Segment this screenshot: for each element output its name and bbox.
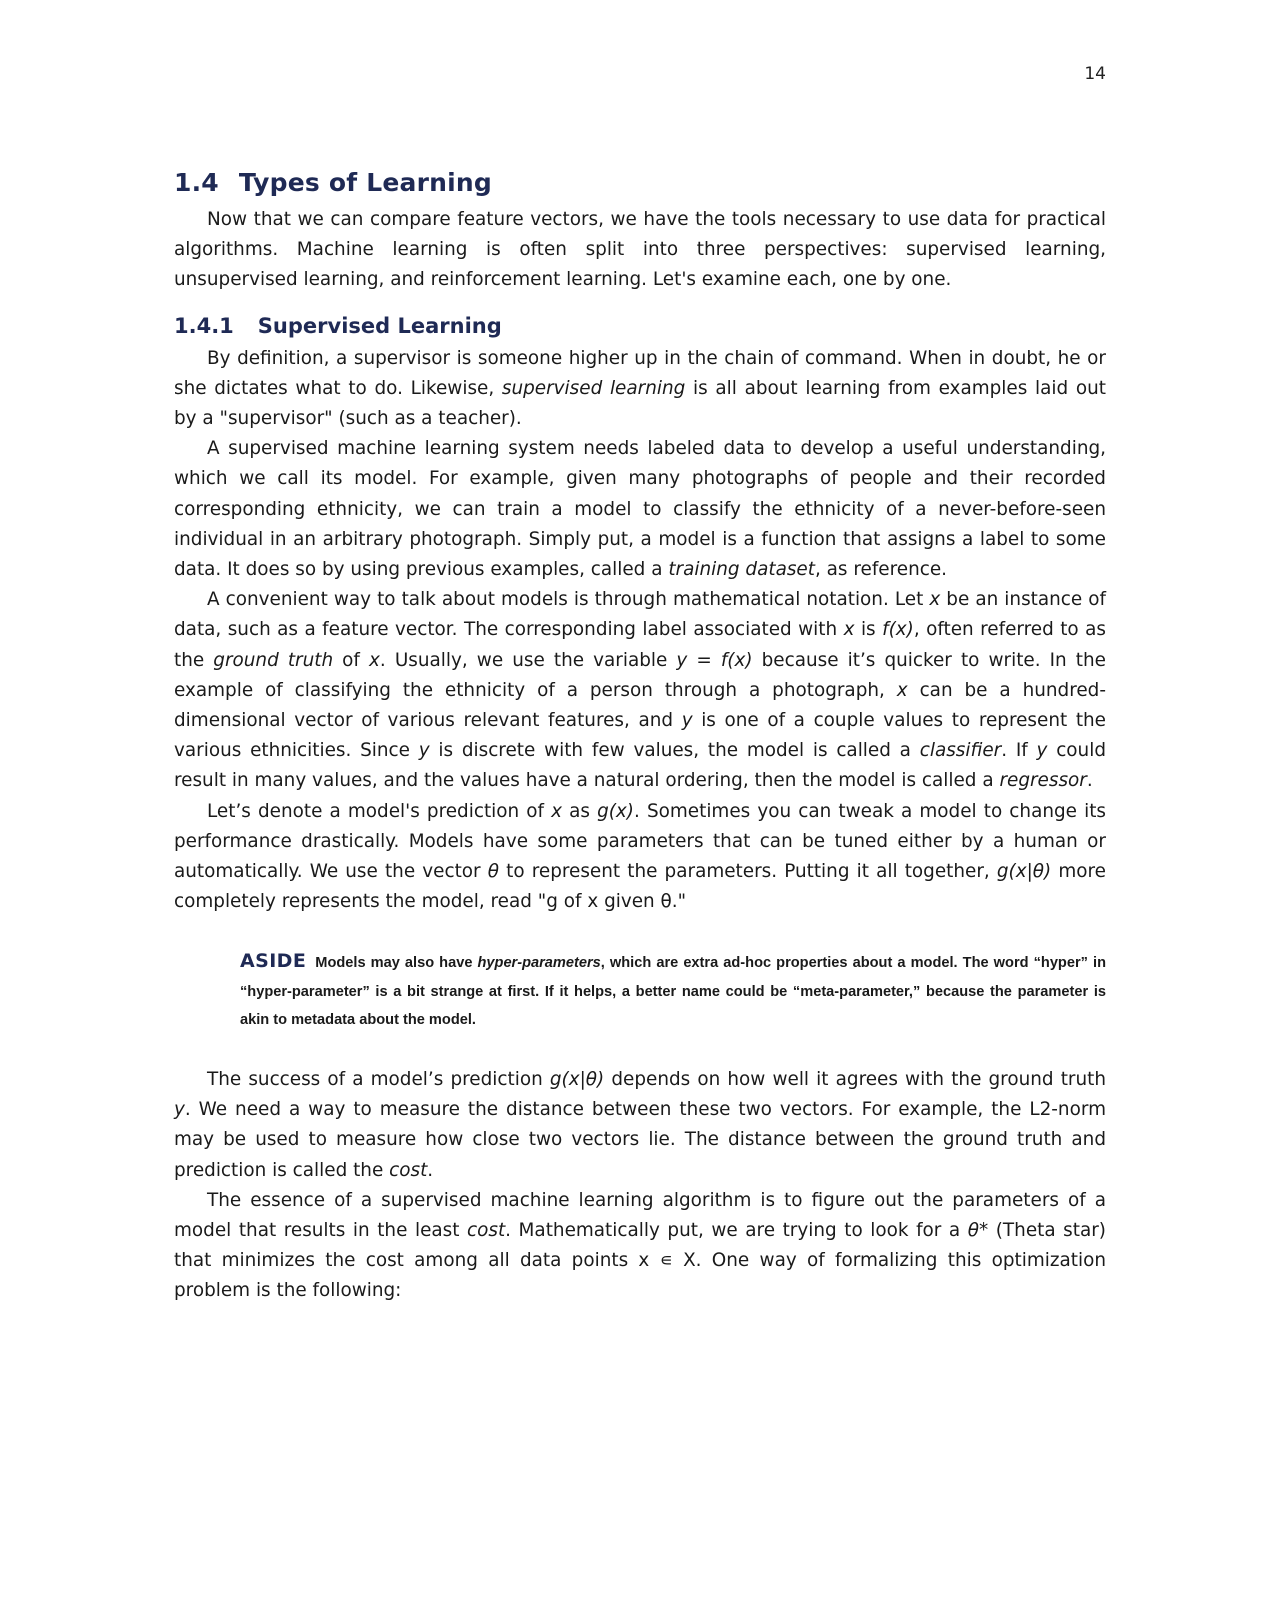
text-run: . If [1001,740,1037,762]
emphasis-term: y [1036,740,1048,762]
emphasis-term: supervised learning [501,377,686,399]
emphasis-term: x [369,649,380,671]
text-run: could result in many values, and the values have a natural ordering, then the model is called a [174,740,1106,792]
emphasis-term: x [929,589,941,611]
paragraph-supervisor-definition [174,344,1106,435]
text-run: Models may also have [310,955,478,972]
text-run: depends on how well it agrees with the ground truth [604,1068,1106,1090]
page-content [174,168,1106,1307]
paragraph-model-description [174,434,1106,585]
text-run: be an instance of data, such as a feature vector. The corresponding label associated with [174,589,1106,641]
text-run: because it’s quicker to write. In the example of classifying the ethnicity of a person through a photograph, [174,649,1106,701]
emphasis-term: ground truth [213,649,334,671]
emphasis-term: g(x|θ) [996,861,1052,883]
text-run: more completely represents the model, read "g of x given θ." [174,861,1106,913]
text-run: as [562,800,598,822]
emphasis-term: y [681,710,693,732]
text-run: (Theta star) that minimizes the cost among all data points x ∊ X. One way of formalizing this optimization problem is the following: [174,1219,1106,1302]
text-run: is [854,619,883,641]
text-run: A convenient way to talk about models is through mathematical notation. Let [207,589,930,611]
emphasis-term: x [896,679,908,701]
aside-box [240,947,1106,1035]
text-run: . Sometimes you can tweak a model to change its performance drastically. Models have some parameters that can be tuned either by a human or automatically. We use the vector [174,800,1106,883]
subsection-heading [174,314,1106,338]
aside-label: ASIDE [240,950,307,973]
text-run: can be a hundred-dimensional vector of various relevant features, and [174,679,1106,732]
paragraph-prediction [174,797,1106,918]
text-run: By definition, a supervisor is someone higher up in the chain of command. When in doubt, he or she dictates what to do. Likewise, [174,347,1106,399]
subsection-title: Supervised Learning [257,313,502,338]
emphasis-term: training dataset [668,559,815,581]
emphasis-term: g(x) [597,800,634,822]
section-number: 1.4 [174,168,219,197]
emphasis-term: classifier [919,740,1002,762]
text-run: is discrete with few values, the model is called a [429,740,920,762]
text-run: . [1086,770,1093,792]
section-heading [174,168,1106,197]
emphasis-term: x [551,800,562,822]
text-run: The success of a model’s prediction [207,1068,550,1090]
emphasis-term: cost [467,1219,506,1241]
section-intro-paragraph: Now that we can compare feature vectors, we have the tools necessary to use data for practical algorithms. Machine learning is often split into three perspectives: supervised learning, unsupervised learning, and reinforcement learning. Let's examine each, one by one. [174,209,1106,291]
text-run: Let’s denote a model's prediction of [207,800,552,822]
emphasis-term: y [418,740,430,762]
emphasis-term: regressor [999,770,1087,792]
text-run: . [427,1159,434,1181]
paragraph-cost [174,1065,1106,1186]
section-title: Types of Learning [238,168,493,197]
emphasis-term: θ [487,861,500,883]
paragraph-optimization [174,1186,1106,1307]
text-run: of [333,649,369,671]
emphasis-term: θ* [967,1219,989,1241]
text-run: . Mathematically put, we are trying to look for a [505,1219,968,1241]
emphasis-term: y [174,1099,185,1121]
subsection-number: 1.4.1 [174,313,234,338]
emphasis-term: g(x|θ) [549,1068,605,1090]
text-run: The essence of a supervised machine learning algorithm is to figure out the parameters of a model that results in the least [174,1189,1106,1241]
text-run: is one of a couple values to represent the various ethnicities. Since [174,710,1106,762]
text-run: , often referred to as the [174,619,1106,671]
emphasis-term: x [843,619,855,641]
page-number: 14 [1084,64,1106,84]
emphasis-term: cost [389,1159,428,1181]
emphasis-term: f(x) [882,619,914,641]
emphasis-term: y = f(x) [676,649,753,671]
text-run: is all about learning from examples laid out by a "supervisor" (such as a teacher). [174,377,1106,430]
text-run: , which are extra ad-hoc properties about a model. The word “hyper” in “hyper-parameter” is a bit strange at first. If it helps, a better name could be “meta-parameter,” because the parameter is akin to metadata about the model. [240,955,1106,1029]
text-run: , as reference. [814,559,948,581]
text-run: to represent the parameters. Putting it all together, [499,861,997,883]
text-run: . We need a way to measure the distance between these two vectors. For example, the L2-norm may be used to measure how close two vectors lie. The distance between the ground truth and prediction is called the [174,1099,1106,1181]
text-run: . Usually, we use the variable [379,649,677,671]
text-run: A supervised machine learning system needs labeled data to develop a useful understanding, which we call its model. For example, given many photographs of people and their recorded corresponding ethnicity, we can train a model to classify the ethnicity of a never-before-seen individual in an arbitrary photograph. Simply put, a model is a function that assigns a label to some data. It does so by using previous examples, called a [174,438,1106,581]
paragraph-notation [174,585,1106,796]
emphasis-term: hyper-parameters [477,955,601,972]
